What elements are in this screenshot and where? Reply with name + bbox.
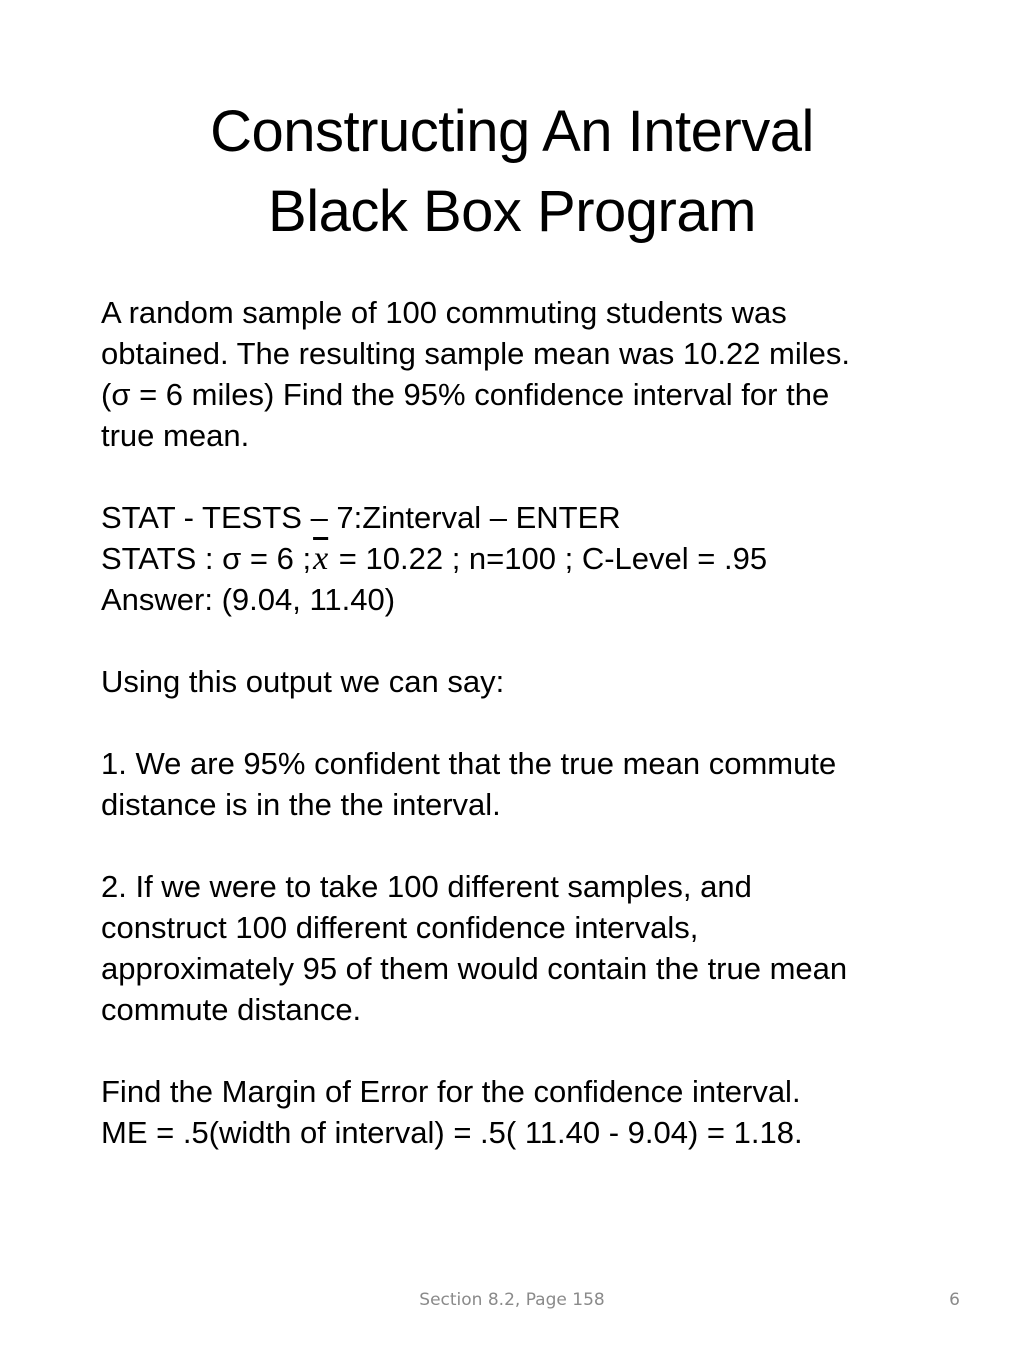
interpretation-intro	[101, 661, 981, 702]
xbar-symbol: $\overline{x}$	[313, 540, 329, 577]
title-line-2: Black Box Program	[268, 179, 756, 244]
point2-line: approximately 95 of them would contain the true mean	[101, 951, 848, 986]
stats-suffix: = 10.22 ; n=100 ; C-Level = .95	[330, 541, 768, 576]
stats-prefix: STATS : σ = 6 ;	[101, 541, 312, 576]
slide-title	[0, 92, 1024, 252]
point1-line: distance is in the the interval.	[101, 787, 501, 822]
moe-question: Find the Margin of Error for the confidence interval.	[101, 1074, 801, 1109]
calculator-answer: Answer: (9.04, 11.40)	[101, 582, 396, 617]
margin-of-error	[101, 1071, 981, 1153]
page-number: 6	[949, 1290, 960, 1310]
moe-formula: ME = .5(width of interval) = .5( 11.40 - 9.04) = 1.18.	[101, 1115, 803, 1150]
point2-line: construct 100 different confidence intervals,	[101, 910, 699, 945]
point2-line: commute distance.	[101, 992, 362, 1027]
problem-line: true mean.	[101, 418, 250, 453]
calculator-stats	[101, 538, 981, 579]
calculator-keys: STAT - TESTS – 7:Zinterval – ENTER	[101, 500, 621, 535]
problem-line: (σ = 6 miles) Find the 95% confidence interval for the	[101, 377, 830, 412]
point1-line: 1. We are 95% confident that the true mean commute	[101, 746, 837, 781]
interpretation-point-1	[101, 743, 981, 825]
footer-section: Section 8.2, Page 158	[419, 1290, 605, 1310]
problem-statement	[101, 292, 981, 456]
calculator-steps	[101, 497, 981, 620]
problem-line: obtained. The resulting sample mean was 10.22 miles.	[101, 336, 851, 371]
interpretation-point-2	[101, 866, 981, 1030]
problem-line: A random sample of 100 commuting students was	[101, 295, 787, 330]
point2-line: 2. If we were to take 100 different samples, and	[101, 869, 752, 904]
intro-line: Using this output we can say:	[101, 664, 505, 699]
slide-body	[101, 292, 981, 1153]
title-line-1: Constructing An Interval	[210, 99, 814, 164]
